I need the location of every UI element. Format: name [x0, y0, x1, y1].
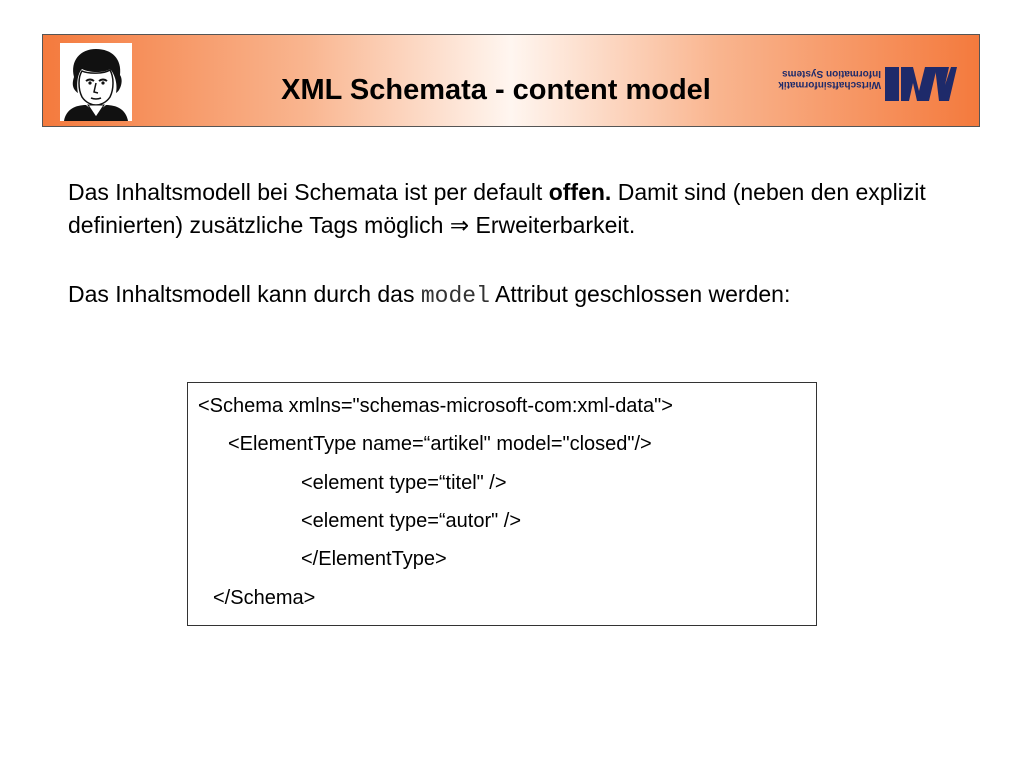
logo-line-1: Wirtschaftsinformatik	[778, 79, 881, 90]
code-line: <Schema xmlns="schemas-microsoft-com:xml-data">	[198, 395, 673, 417]
paragraph-open-model	[68, 176, 998, 242]
para2-text-after: Attribut geschlossen werden:	[489, 281, 791, 307]
code-line: <element type=“titel" />	[301, 472, 507, 494]
para1-text-after: Damit sind (neben den explizit definierten) zusätzliche Tags möglich	[68, 179, 926, 238]
para1-text: Das Inhaltsmodell bei Schemata ist per default	[68, 179, 549, 205]
para2-text: Das Inhaltsmodell kann durch das	[68, 281, 421, 307]
code-line: </Schema>	[213, 587, 316, 609]
code-line: </ElementType>	[301, 548, 447, 570]
code-line: <element type=“autor" />	[301, 510, 522, 532]
header-banner	[42, 34, 980, 127]
iwi-logo-icon	[885, 65, 957, 103]
para1-end: Erweiterbarkeit.	[469, 212, 636, 238]
goethe-portrait-icon	[60, 43, 132, 121]
logo-line-2: Information Systems	[782, 68, 881, 79]
logo-text	[769, 68, 881, 90]
implies-icon: ⇒	[449, 212, 470, 238]
para1-bold: offen.	[548, 179, 612, 205]
page-title: XML Schemata - content model	[281, 74, 711, 106]
code-line: <ElementType name=“artikel" model="closed"/>	[228, 433, 652, 455]
para2-code: model	[420, 283, 490, 309]
paragraph-closed-model	[68, 278, 998, 313]
code-example-box	[187, 382, 817, 626]
